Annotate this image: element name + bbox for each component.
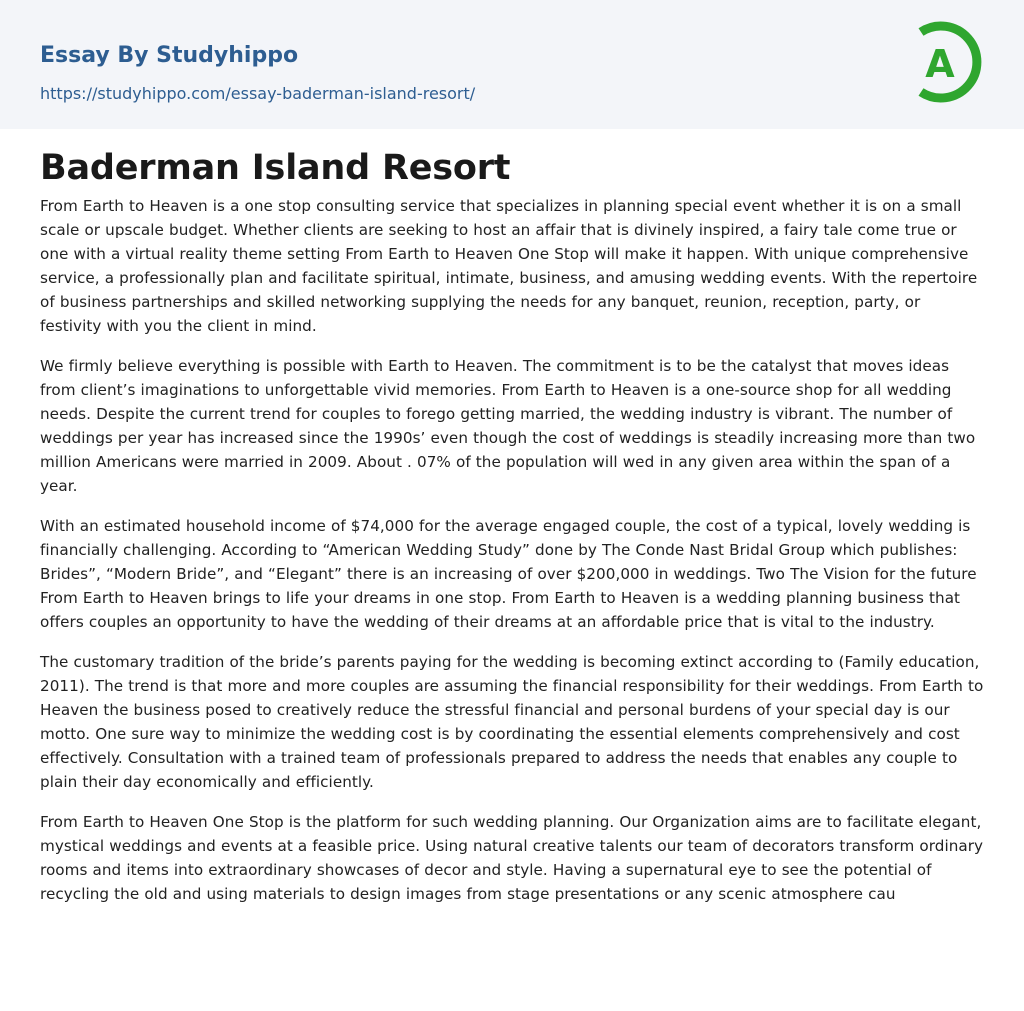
article-paragraph: From Earth to Heaven One Stop is the platform for such wedding planning. Our Organization aims are to facilitate elegant, mystical weddings and events at a feasible price. Using natural creative talents our team of decorators transform ordinary rooms and items into extraordinary showcases of decor and style. Having a supernatural eye to see the potential of recycling the old and using materials to design images from stage presentations or any scenic atmosphere cau [40,813,984,903]
studyhippo-logo-icon[interactable] [913,20,985,104]
article-paragraph: The customary tradition of the bride’s parents paying for the wedding is becoming extinct according to (Family education, 2011). The trend is that more and more couples are assuming the financial responsibility for their weddings. From Earth to Heaven the business posed to creatively reduce the stressful financial and personal burdens of your special day is our motto. One sure way to minimize the wedding cost is by coordinating the essential elements comprehensively and cost effectively. Consultation with a trained team of professionals prepared to address the needs that enables any couple to plain their day economically and efficiently. [40,653,984,791]
site-title[interactable]: Essay By Studyhippo [40,43,299,68]
article-paragraph: From Earth to Heaven is a one stop consulting service that specializes in planning special event whether it is on a small scale or upscale budget. Whether clients are seeking to host an affair that is divinely inspired, a fairy tale come true or one with a virtual reality theme setting From Earth to Heaven One Stop will make it happen. With unique comprehensive service, a professionally plan and facilitate spiritual, intimate, business, and amusing wedding events. With the repertoire of business partnerships and skilled networking supplying the needs for any banquet, reunion, reception, party, or festivity with you the client in mind. [40,197,978,335]
article-paragraph: With an estimated household income of $74,000 for the average engaged couple, the cost of a typical, lovely wedding is financially challenging. According to “American Wedding Study” done by The Conde Nast Bridal Group which publishes: Brides”, “Modern Bride”, and “Elegant” there is an increasing of over $200,000 in weddings. Two The Vision for the future From Earth to Heaven brings to life your dreams in one stop. From Earth to Heaven is a wedding planning business that offers couples an opportunity to have the wedding of their dreams at an affordable price that is vital to the industry. [40,517,977,631]
site-header [0,0,1024,129]
article-url-link[interactable]: https://studyhippo.com/essay-baderman-island-resort/ [40,84,476,103]
article-paragraph: We firmly believe everything is possible with Earth to Heaven. The commitment is to be the catalyst that moves ideas from client’s imaginations to unforgettable vivid memories. From Earth to Heaven is a one-source shop for all wedding needs. Despite the current trend for couples to forego getting married, the wedding industry is vibrant. The number of weddings per year has increased since the 1990s’ even though the cost of weddings is steadily increasing more than two million Americans were married in 2009. About . 07% of the population will wed in any given area within the span of a year. [40,357,976,495]
page-title: Baderman Island Resort [40,148,511,188]
logo-letter: A [925,42,955,86]
article-body [40,194,986,922]
